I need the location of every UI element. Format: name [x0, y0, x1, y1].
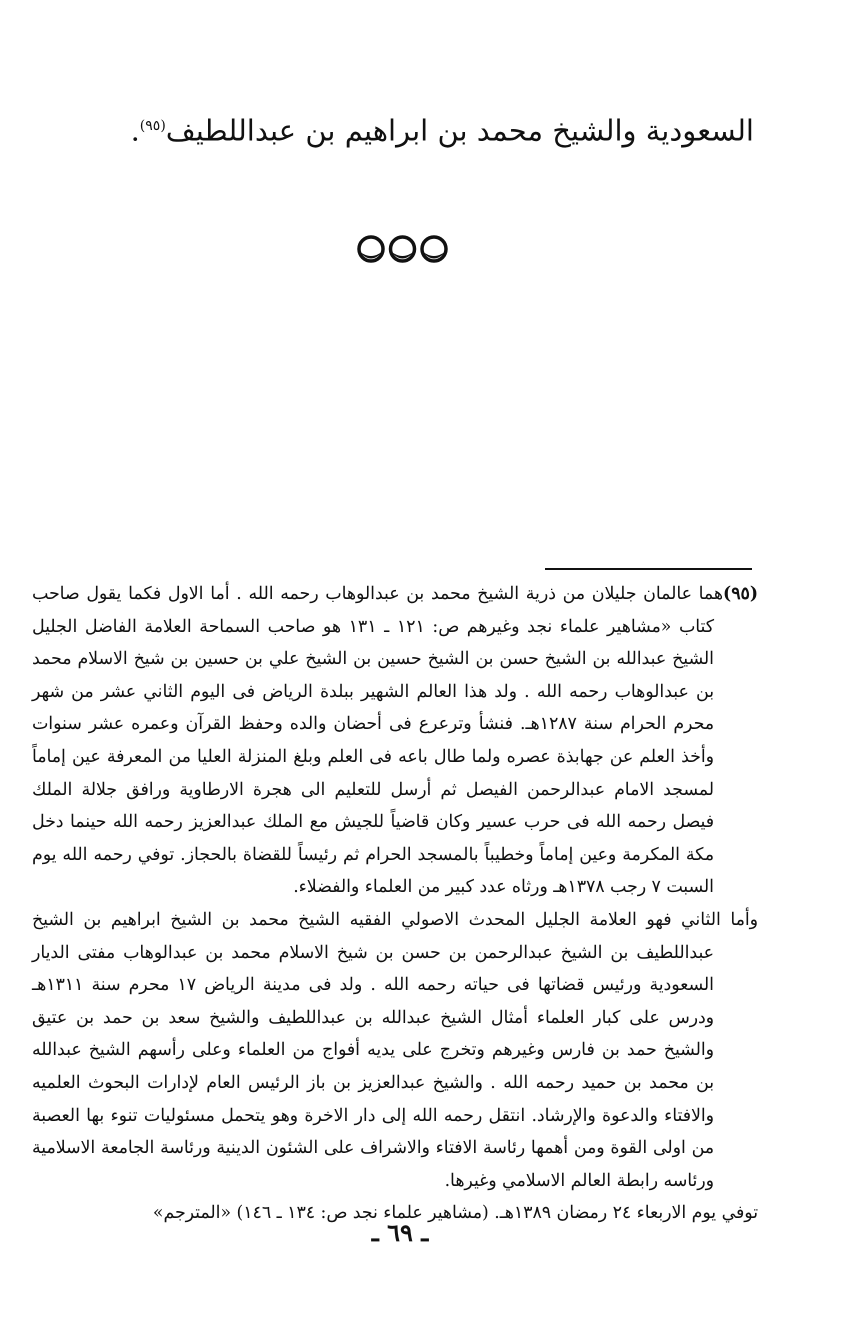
footnote-block	[32, 578, 758, 1230]
main-text-line	[60, 104, 754, 153]
footnote-separator	[545, 568, 752, 570]
footnote-text-1: هما عالمان جليلان من ذرية الشيخ محمد بن عبدالوهاب رحمه الله . أما الاول فكما يقول صاحب كتاب «مشاهير علماء نجد وغيرهم ص: ١٢١ ـ ١٣١ هو صاحب السماحة العلامة الفاضل الجليل الشيخ عبدالله بن الشيخ حسن بن الشيخ حسين بن الشيخ علي بن حسين بن شيخ الاسلام محمد بن عبدالوهاب رحمه الله . ولد هذا العالم الشهير ببلدة الرياض فى اليوم الثاني عشر من شهر محرم الحرام سنة ١٢٨٧هـ. فنشأ وترعرع فى أحضان والده وحفظ القرآن وعمره عشر سنوات وأخذ العلم عن جهابذة عصره ولما طال باعه فى العلم وبلغ المنزلة العليا من المعرفة عين إماماً لمسجد الامام عبدالرحمن الفيصل ثم أرسل للتعليم الى هجرة الارطاوية ورافق جلالة الملك فيصل رحمه الله فى حرب عسير وكان قاضياً للجيش مع الملك عبدالعزيز رحمه الله حينما دخل مكة المكرمة وعين إماماً وخطيباً بالمسجد الحرام ثم رئيساً للقضاة بالحجاز. توفي رحمه الله يوم السبت ٧ رجب ١٣٧٨هـ ورثاه عدد كبير من العلماء والفضلاء.	[32, 584, 724, 898]
footnote-paragraph-2	[32, 904, 758, 1197]
three-circles-ornament-icon	[355, 232, 450, 272]
page-number: ـ ٦٩ ـ	[371, 1218, 429, 1247]
footnote-text-2: وأما الثاني فهو العلامة الجليل المحدث الاصولي الفقيه الشيخ محمد بن الشيخ ابراهيم بن الشيخ عبداللطيف بن الشيخ عبدالرحمن بن حسن بن شيخ الاسلام محمد بن عبدالوهاب مفتى الديار السعودية ورئيس قضاتها فى حياته رحمه الله . ولد فى مدينة الرياض ١٧ محرم سنة ١٣١١هـ ودرس على كبار العلماء أمثال الشيخ عبدالله بن عبداللطيف والشيخ سعد بن حمد بن عتيق والشيخ حمد بن فارس وغيرهم وتخرج على يديه أفواج من العلماء وعلى رأسهم الشيخ عبدالله بن محمد بن حميد رحمه الله . والشيخ عبدالعزيز بن باز الرئيس العام لإدارات البحوث العلميه والافتاء والدعوة والإرشاد. انتقل رحمه الله إلى دار الاخرة وهو يتحمل مسئوليات تنوء بها العصبة من اولى القوة ومن أهمها رئاسة الافتاء والاشراف على الشئون الدينية ورئاسة الجامعة الاسلامية ورئاسه رابطة العالم الاسلامي وغيرها.	[32, 909, 758, 1191]
main-text-period: .	[130, 113, 140, 148]
footnote-text-3: توفي يوم الاربعاء ٢٤ رمضان ١٣٨٩هـ. (مشاهير علماء نجد ص: ١٣٤ ـ ١٤٦) «المترجم»	[152, 1203, 758, 1224]
footnote-number: (٩٥)	[723, 584, 758, 604]
main-text: السعودية والشيخ محمد بن ابراهيم بن عبداللطيف	[165, 113, 754, 148]
footnote-paragraph-1	[32, 578, 758, 904]
footnote-reference: (٩٥)	[139, 118, 166, 134]
